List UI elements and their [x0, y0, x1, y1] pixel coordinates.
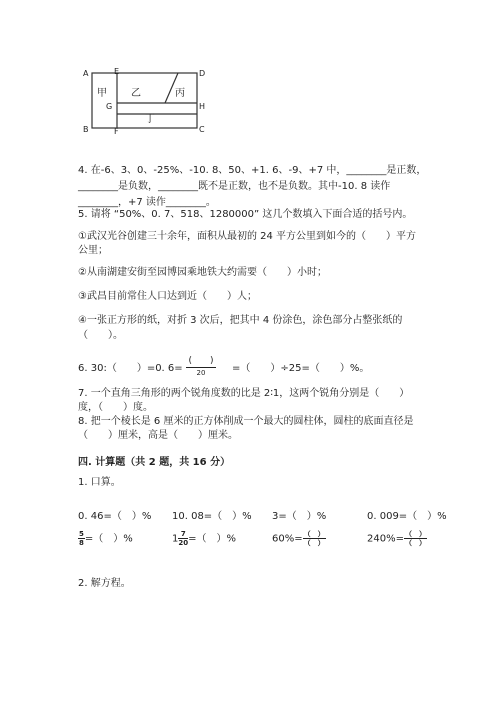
q5-item4-line2: （ ）。 [78, 330, 123, 341]
r2c2-num: 7 [178, 530, 188, 539]
region-jia: 甲 [97, 88, 107, 99]
calc-r2c4 [367, 530, 427, 547]
calc-r2c3 [272, 530, 326, 547]
label-b: B [83, 125, 89, 134]
r2c3-num: （ ） [303, 530, 325, 538]
r2c2-rest: =（ ）% [188, 533, 237, 545]
r2c4-pre: 240%= [367, 533, 404, 545]
q4-line3: ________，+7 读作________。 [78, 197, 216, 208]
q7-line1: 7. 一个直角三角形的两个锐角度数的比是 2∶1，这两个锐角分别是（ ） [78, 388, 410, 399]
section4-q2: 2. 解方程。 [78, 578, 131, 589]
q5-item3: ③武昌目前常住人口达到近（ ）人； [78, 291, 257, 302]
q5-item4-line1: ④一张正方形的纸，对折 3 次后，把其中 4 份涂色，涂色部分占整张纸的 [78, 315, 403, 326]
calc-r2c2 [172, 530, 236, 547]
q8-line1: 8. 把一个棱长是 6 厘米的正方体削成一个最大的圆柱体，圆柱的底面直径是 [78, 416, 414, 427]
q5-item2: ②从南湖建安街至园博园乘地铁大约需要（ ）小时； [78, 267, 327, 278]
q6-suffix: =（ ）÷25=（ ）%。 [232, 363, 370, 374]
q6-prefix: 6. 30:（ ）=0. 6= [78, 363, 183, 374]
q4-line2: ________是负数，________既不是正数，也不是负数。其中-10. 8 读作 [78, 181, 391, 192]
q5-title: 5. 请将 “50%、0. 7、518、1280000” 这几个数填入下面合适的括号内。 [78, 209, 413, 220]
r2c3-pre: 60%= [272, 533, 303, 545]
q8-line2: （ ）厘米，高是（ ）厘米。 [78, 430, 238, 441]
label-h: H [199, 102, 206, 111]
calc-r1c4: 0. 009=（ ）% [367, 511, 447, 522]
q7-line2: 度，（ ）度。 [78, 402, 153, 413]
r2c2-den: 20 [178, 539, 189, 547]
q6-frac-den: 20 [196, 369, 206, 377]
label-c: C [199, 125, 205, 134]
region-bing: 丙 [175, 88, 185, 99]
calc-r1c3: 3=（ ）% [272, 511, 327, 522]
r2c1-den: 8 [79, 539, 84, 547]
q4-line1: 4. 在-6、3、0、-25%、-10. 8、50、+1. 6、-9、+7 中，________是正数， [78, 165, 427, 176]
r2c3-den: （ ） [303, 539, 325, 547]
q5-item1-line2: 公里； [78, 245, 108, 256]
r2c2-whole: 1 [172, 533, 179, 545]
q5-item1-line1: ①武汉光谷创建三十余年，面积从最初的 24 平方公里到如今的（ ）平方 [78, 231, 417, 242]
r2c4-num: （ ） [404, 530, 426, 538]
region-ding: 丁 [145, 114, 155, 125]
r2c1-rest: =（ ）% [84, 533, 133, 545]
q6-fraction [186, 356, 216, 378]
region-yi: 乙 [131, 88, 141, 99]
r2c4-den: （ ） [404, 539, 426, 547]
calc-r2c1 [78, 530, 133, 547]
q6-frac-num: ( ) [186, 356, 216, 368]
label-a: A [83, 69, 89, 78]
r2c1-num: 5 [79, 530, 84, 538]
rectangle-figure [80, 66, 210, 138]
calc-r1c2: 10. 08=（ ）% [172, 511, 252, 522]
label-d: D [199, 69, 206, 78]
calc-r1c1: 0. 46=（ ）% [78, 511, 152, 522]
label-f: F [114, 127, 119, 136]
section4-q1: 1. 口算。 [78, 477, 121, 488]
section4-title: 四. 计算题（共 2 题，共 16 分） [78, 457, 231, 468]
label-g: G [106, 102, 113, 111]
label-e: E [114, 67, 120, 76]
